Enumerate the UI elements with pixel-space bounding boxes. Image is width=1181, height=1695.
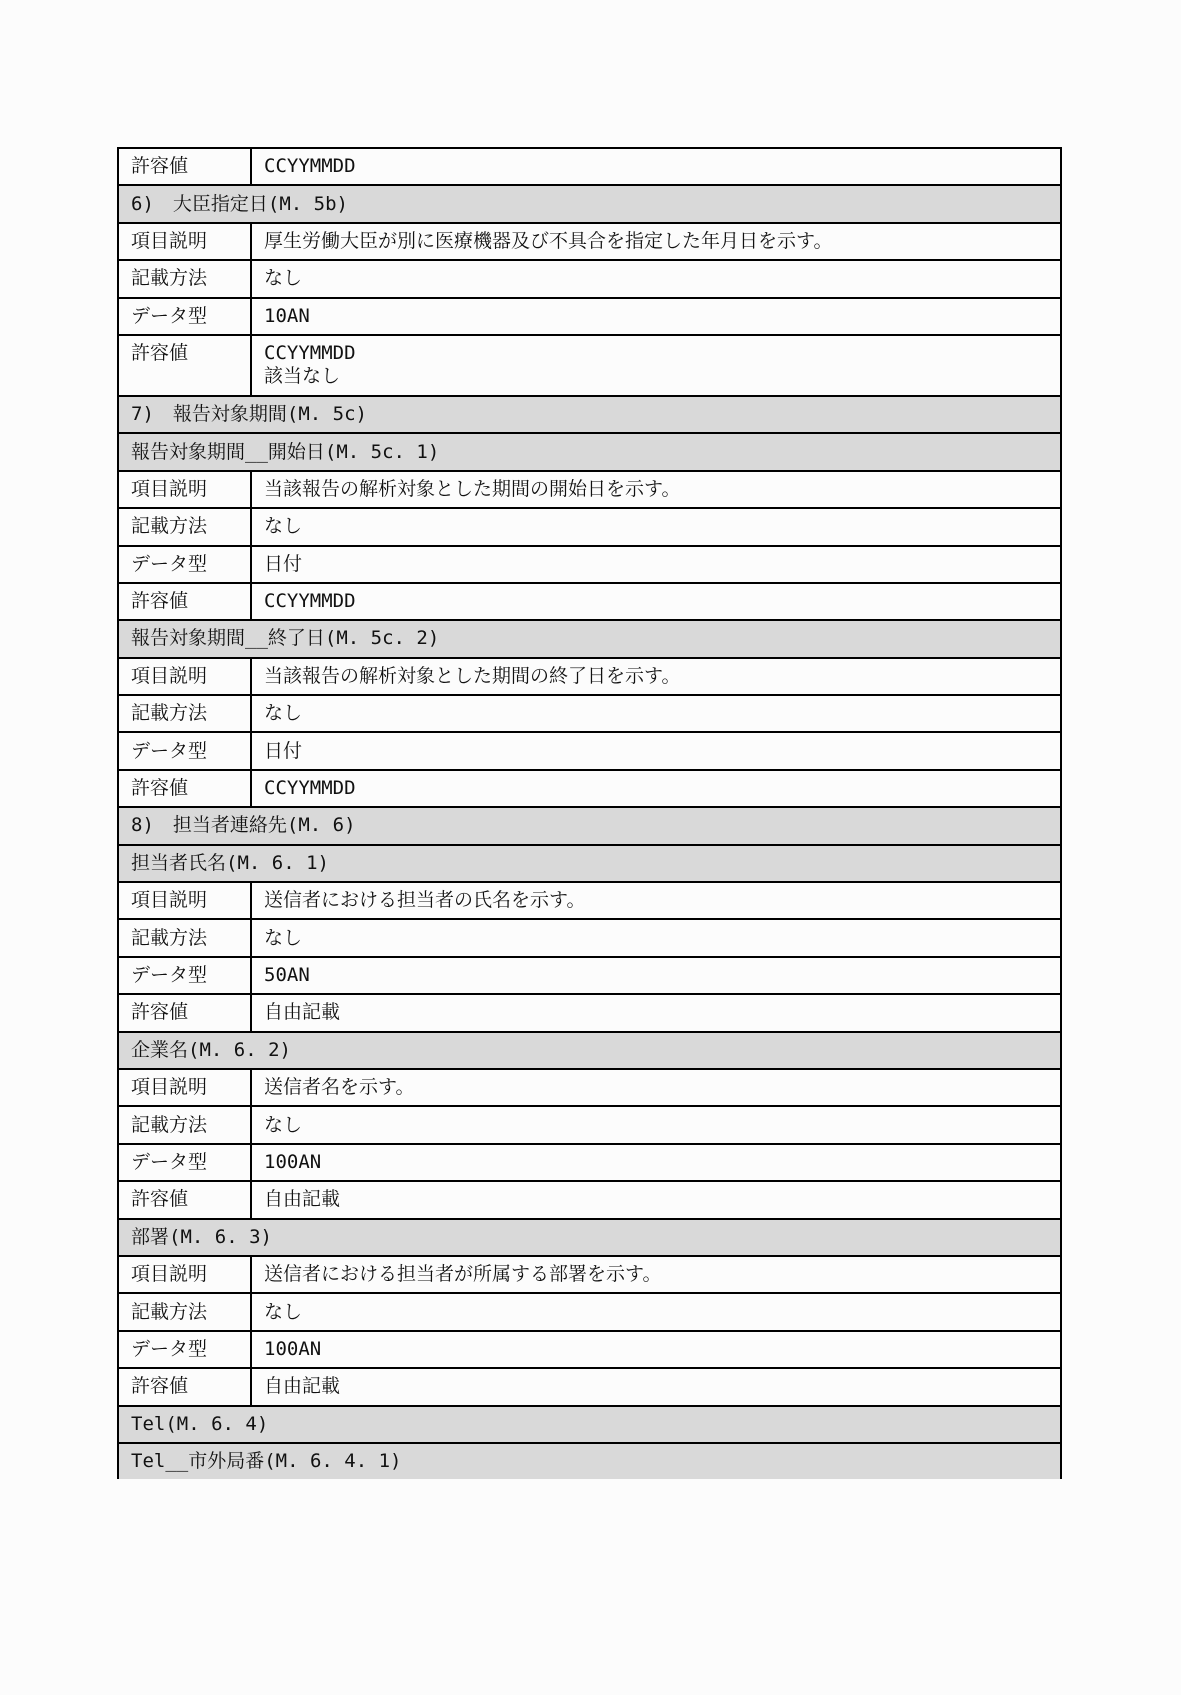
field-value bbox=[251, 1181, 1061, 1218]
field-label: 許容値 bbox=[118, 1368, 251, 1405]
field-value-line: なし bbox=[264, 267, 303, 290]
field-value-line: 100AN bbox=[264, 1337, 322, 1360]
section-header-row bbox=[118, 433, 1061, 470]
field-row bbox=[118, 1106, 1061, 1143]
field-value-line: なし bbox=[264, 1113, 303, 1136]
field-value bbox=[251, 695, 1061, 732]
field-label: データ型 bbox=[118, 957, 251, 994]
field-label: データ型 bbox=[118, 546, 251, 583]
field-value bbox=[251, 298, 1061, 335]
section-header-text: 7) 報告対象期間(M. 5c) bbox=[118, 396, 1061, 433]
field-value-line: 日付 bbox=[264, 739, 303, 762]
field-label: データ型 bbox=[118, 1144, 251, 1181]
field-label: データ型 bbox=[118, 298, 251, 335]
field-label: 記載方法 bbox=[118, 260, 251, 297]
field-row bbox=[118, 994, 1061, 1031]
field-row bbox=[118, 546, 1061, 583]
field-row bbox=[118, 1181, 1061, 1218]
field-label: 記載方法 bbox=[118, 1106, 251, 1143]
field-value bbox=[251, 1069, 1061, 1106]
field-label: 項目説明 bbox=[118, 658, 251, 695]
field-label: 項目説明 bbox=[118, 223, 251, 260]
section-header-text: 8) 担当者連絡先(M. 6) bbox=[118, 807, 1061, 844]
field-value-line: 自由記載 bbox=[264, 1375, 341, 1398]
field-value-line: CCYYMMDD bbox=[264, 590, 356, 613]
section-header-row bbox=[118, 845, 1061, 882]
field-label: 項目説明 bbox=[118, 1256, 251, 1293]
field-row bbox=[118, 770, 1061, 807]
section-header-text: Tel__市外局番(M. 6. 4. 1) bbox=[118, 1443, 1061, 1479]
section-header-text: 部署(M. 6. 3) bbox=[118, 1219, 1061, 1256]
field-value bbox=[251, 732, 1061, 769]
field-value-line: なし bbox=[264, 926, 303, 949]
field-value bbox=[251, 994, 1061, 1031]
field-row bbox=[118, 148, 1061, 185]
field-label: 許容値 bbox=[118, 148, 251, 185]
field-row bbox=[118, 1256, 1061, 1293]
field-value-line: CCYYMMDD bbox=[264, 777, 356, 800]
field-value-line: 当該報告の解析対象とした期間の開始日を示す。 bbox=[264, 477, 681, 500]
field-value bbox=[251, 471, 1061, 508]
field-row bbox=[118, 335, 1061, 396]
section-header-row bbox=[118, 1032, 1061, 1069]
field-value bbox=[251, 770, 1061, 807]
field-value bbox=[251, 335, 1061, 396]
specification-table bbox=[117, 147, 1062, 1479]
section-header-row bbox=[118, 1219, 1061, 1256]
field-label: 項目説明 bbox=[118, 1069, 251, 1106]
field-value bbox=[251, 1106, 1061, 1143]
field-value bbox=[251, 957, 1061, 994]
field-label: 許容値 bbox=[118, 994, 251, 1031]
field-value bbox=[251, 1368, 1061, 1405]
field-label: 記載方法 bbox=[118, 508, 251, 545]
field-value-line: 送信者における担当者が所属する部署を示す。 bbox=[264, 1263, 662, 1286]
field-label: 項目説明 bbox=[118, 471, 251, 508]
field-label: 項目説明 bbox=[118, 882, 251, 919]
field-row bbox=[118, 1069, 1061, 1106]
field-row bbox=[118, 1144, 1061, 1181]
section-header-text: 担当者氏名(M. 6. 1) bbox=[118, 845, 1061, 882]
field-row bbox=[118, 658, 1061, 695]
field-row bbox=[118, 919, 1061, 956]
field-value bbox=[251, 1256, 1061, 1293]
section-header-row bbox=[118, 185, 1061, 222]
field-row bbox=[118, 957, 1061, 994]
field-row bbox=[118, 298, 1061, 335]
field-label: 記載方法 bbox=[118, 1293, 251, 1330]
field-value bbox=[251, 1293, 1061, 1330]
field-label: 許容値 bbox=[118, 583, 251, 620]
field-value-line: 該当なし bbox=[264, 365, 341, 388]
field-value-line: 50AN bbox=[264, 964, 310, 986]
field-row bbox=[118, 583, 1061, 620]
field-value bbox=[251, 658, 1061, 695]
field-row bbox=[118, 1331, 1061, 1368]
field-label: 記載方法 bbox=[118, 695, 251, 732]
field-row bbox=[118, 732, 1061, 769]
section-header-row bbox=[118, 396, 1061, 433]
section-header-text: 6) 大臣指定日(M. 5b) bbox=[118, 185, 1061, 222]
field-row bbox=[118, 1368, 1061, 1405]
field-value bbox=[251, 919, 1061, 956]
field-value-line: 日付 bbox=[264, 552, 303, 575]
field-value bbox=[251, 583, 1061, 620]
section-header-row bbox=[118, 1406, 1061, 1443]
field-label: 記載方法 bbox=[118, 919, 251, 956]
field-value-line: 送信者名を示す。 bbox=[264, 1076, 415, 1099]
field-value bbox=[251, 1331, 1061, 1368]
section-header-text: Tel(M. 6. 4) bbox=[118, 1406, 1061, 1443]
field-value-line: なし bbox=[264, 515, 303, 538]
field-value bbox=[251, 508, 1061, 545]
field-value-line: 当該報告の解析対象とした期間の終了日を示す。 bbox=[264, 664, 681, 687]
field-row bbox=[118, 471, 1061, 508]
field-value-line: 10AN bbox=[264, 304, 310, 327]
field-value bbox=[251, 546, 1061, 583]
field-value bbox=[251, 223, 1061, 260]
field-value-line: CCYYMMDD bbox=[264, 342, 356, 365]
section-header-text: 報告対象期間__開始日(M. 5c. 1) bbox=[118, 433, 1061, 470]
field-value-line: 厚生労働大臣が別に医療機器及び不具合を指定した年月日を示す。 bbox=[264, 229, 833, 252]
field-row bbox=[118, 260, 1061, 297]
section-header-row bbox=[118, 807, 1061, 844]
section-header-row bbox=[118, 620, 1061, 657]
section-header-text: 報告対象期間__終了日(M. 5c. 2) bbox=[118, 620, 1061, 657]
field-value-line: 自由記載 bbox=[264, 1188, 341, 1211]
field-value bbox=[251, 148, 1061, 185]
field-value-line: なし bbox=[264, 702, 303, 725]
field-label: 許容値 bbox=[118, 335, 251, 396]
field-value-line: 自由記載 bbox=[264, 1001, 341, 1024]
field-value-line: CCYYMMDD bbox=[264, 155, 356, 178]
field-value-line: なし bbox=[264, 1300, 303, 1323]
field-row bbox=[118, 508, 1061, 545]
field-label: データ型 bbox=[118, 1331, 251, 1368]
field-row bbox=[118, 695, 1061, 732]
field-value bbox=[251, 260, 1061, 297]
field-value bbox=[251, 882, 1061, 919]
section-header-row bbox=[118, 1443, 1061, 1479]
field-value-line: 送信者における担当者の氏名を示す。 bbox=[264, 889, 586, 912]
field-row bbox=[118, 223, 1061, 260]
field-value bbox=[251, 1144, 1061, 1181]
field-label: データ型 bbox=[118, 732, 251, 769]
field-label: 許容値 bbox=[118, 1181, 251, 1218]
field-row bbox=[118, 1293, 1061, 1330]
section-header-text: 企業名(M. 6. 2) bbox=[118, 1032, 1061, 1069]
field-value-line: 100AN bbox=[264, 1150, 322, 1173]
field-row bbox=[118, 882, 1061, 919]
field-label: 許容値 bbox=[118, 770, 251, 807]
